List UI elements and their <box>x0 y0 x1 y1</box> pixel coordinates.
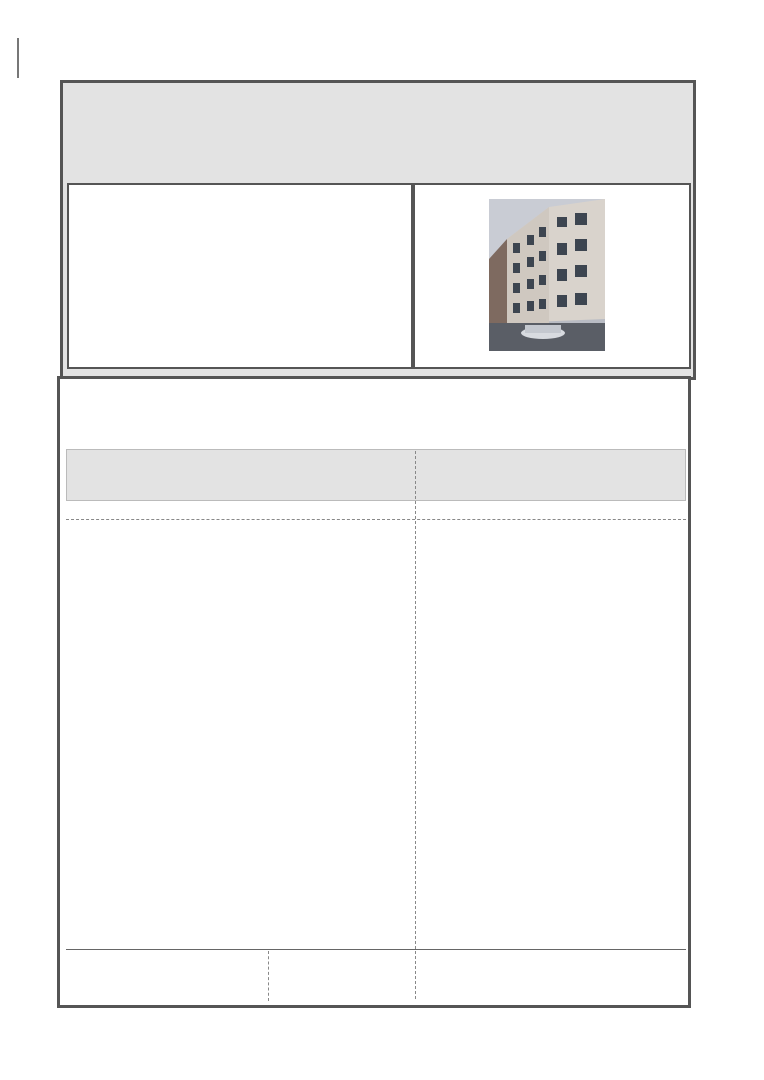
certificate-header <box>60 80 696 380</box>
energy-performance-panel <box>57 376 691 1008</box>
scan-mark <box>17 38 19 78</box>
column-headers <box>66 449 686 501</box>
footer-divider-left <box>268 951 269 1001</box>
building-photo-frame <box>413 183 691 369</box>
building-info-panel <box>67 183 413 369</box>
divider-line <box>66 519 686 520</box>
footer-divider <box>66 949 686 950</box>
column-divider <box>415 451 416 999</box>
building-photo <box>489 199 605 351</box>
